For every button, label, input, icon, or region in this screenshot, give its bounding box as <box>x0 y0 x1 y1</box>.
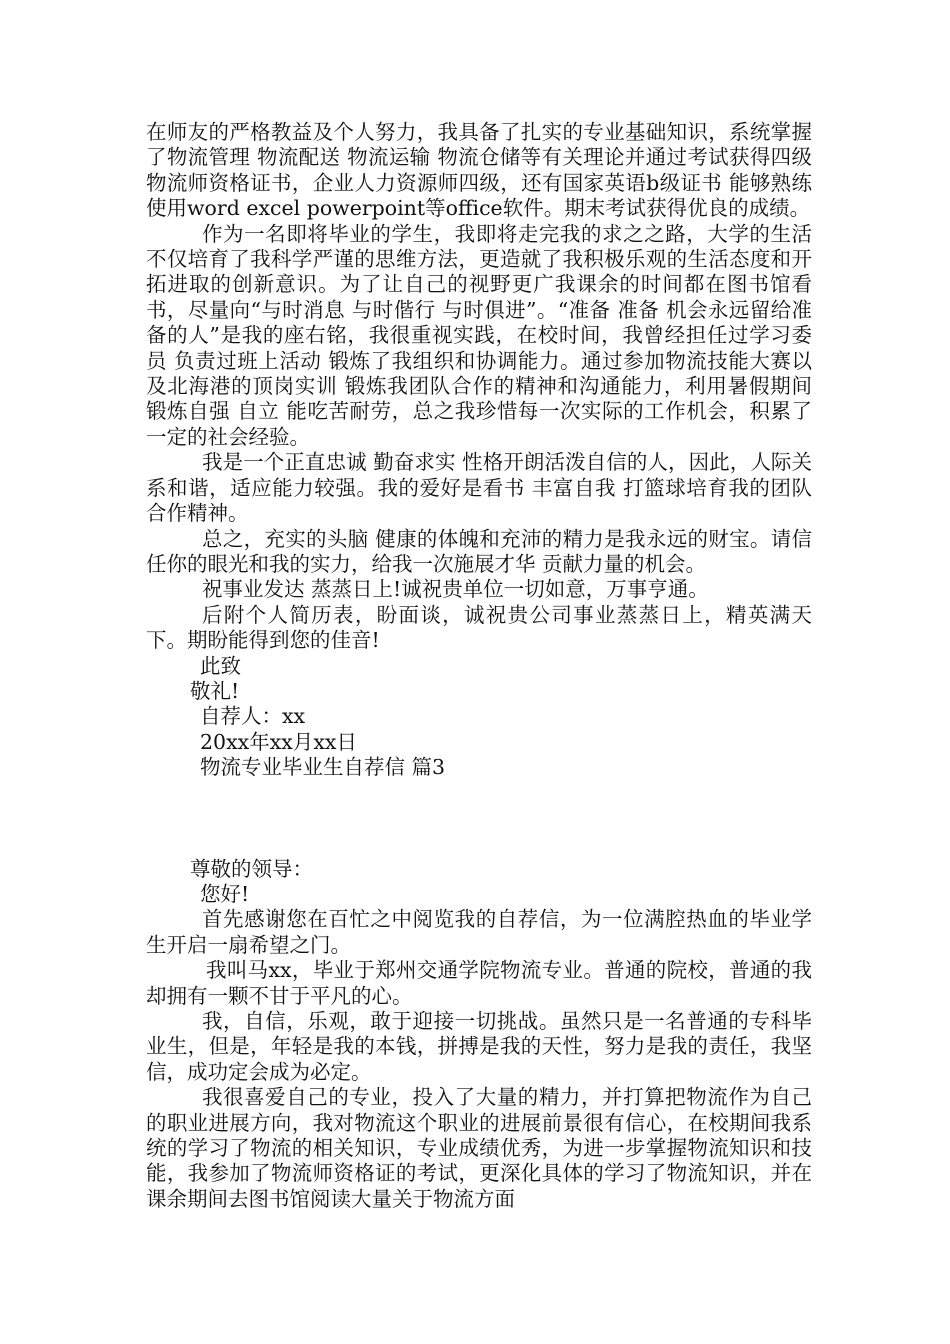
greeting-line: 您好! <box>200 881 250 906</box>
date-line: 20xx年xx月xx日 <box>200 729 357 754</box>
section-gap <box>146 781 812 857</box>
paragraph-major: 我很喜爱自己的专业，投入了大量的精力，并打算把物流作为自己的职业进展方向，我对物流这个职业的进展前景很有信心，在校期间我系统的学习了物流的相关知识，专业成绩优秀，为进一步掌握物流知识和技能，我参加了物流师资格证的考试，更深化具体的学习了物流知识，并在课余期间去图书馆阅读大量关于物流方面 <box>146 1085 812 1211</box>
salutation-line: 尊敬的领导： <box>190 856 313 881</box>
paragraph-summary: 总之，充实的头脑 健康的体魄和充沛的精力是我永远的财宝。请信任你的眼光和我的实力，给我一次施展才华 贡献力量的机会。 <box>146 526 812 576</box>
paragraph-resume-note: 后附个人简历表，盼面谈，诚祝贵公司事业蒸蒸日上，精英满天下。期盼能得到您的佳音! <box>146 602 812 653</box>
paragraph-confidence: 我，自信，乐观，敢于迎接一切挑战。虽然只是一名普通的专科毕业生，但是，年轻是我的本钱，拼搏是我的天性，努力是我的责任，我坚信，成功定会成为必定。 <box>146 1009 812 1084</box>
salute-line: 敬礼! <box>190 678 240 703</box>
paragraph-skills: 在师友的严格教益及个人努力，我具备了扎实的专业基础知识，系统掌握了物流管理 物流配送 物流运输 物流仓储等有关理论并通过考试获得四级物流师资格证书，企业人力资源师四级，还有国家英语b级证书 能够熟练使用word excel powerpoint等office软件。期末考试获得优良的成绩。 <box>146 120 812 221</box>
signer-line: 自荐人：xx <box>200 704 306 729</box>
paragraph-introduction: 我叫马xx，毕业于郑州交通学院物流专业。普通的院校，普通的我却拥有一颗不甘于平凡的心。 <box>146 958 812 1008</box>
paragraph-thanks: 首先感谢您在百忙之中阅览我的自荐信，为一位满腔热血的毕业学生开启一扇希望之门。 <box>146 907 812 957</box>
section-title: 物流专业毕业生自荐信 篇3 <box>200 755 446 780</box>
paragraph-personality: 我是一个正直忠诚 勤奋求实 性格开朗活泼自信的人，因此，人际关系和谐，适应能力较强。我的爱好是看书 丰富自我 打篮球培育我的团队合作精神。 <box>146 450 812 526</box>
document-page <box>146 120 812 1212</box>
paragraph-student-life: 作为一名即将毕业的学生，我即将走完我的求之之路，大学的生活不仅培育了我科学严谨的思维方法，更造就了我积极乐观的生活态度和开拓进取的创新意识。为了让自己的视野更广我课余的时间都在图书馆看书，尽量向“与时消息 与时偕行 与时俱进”。“准备 准备 机会永远留给准备的人”是我的座右铭，我很重视实践，在校时间，我曾经担任过学习委员 负责过班上活动 锻炼了我组织和协调能力。通过参加物流技能大赛以及北海港的顶岗实训 锻炼我团队合作的精神和沟通能力，利用暑假期间 锻炼自强 自立 能吃苦耐劳，总之我珍惜每一次实际的工作机会，积累了一定的社会经验。 <box>146 221 812 449</box>
closing-line: 此致 <box>200 653 241 678</box>
paragraph-wishes: 祝事业发达 蒸蒸日上!诚祝贵单位一切如意，万事亨通。 <box>202 577 709 602</box>
